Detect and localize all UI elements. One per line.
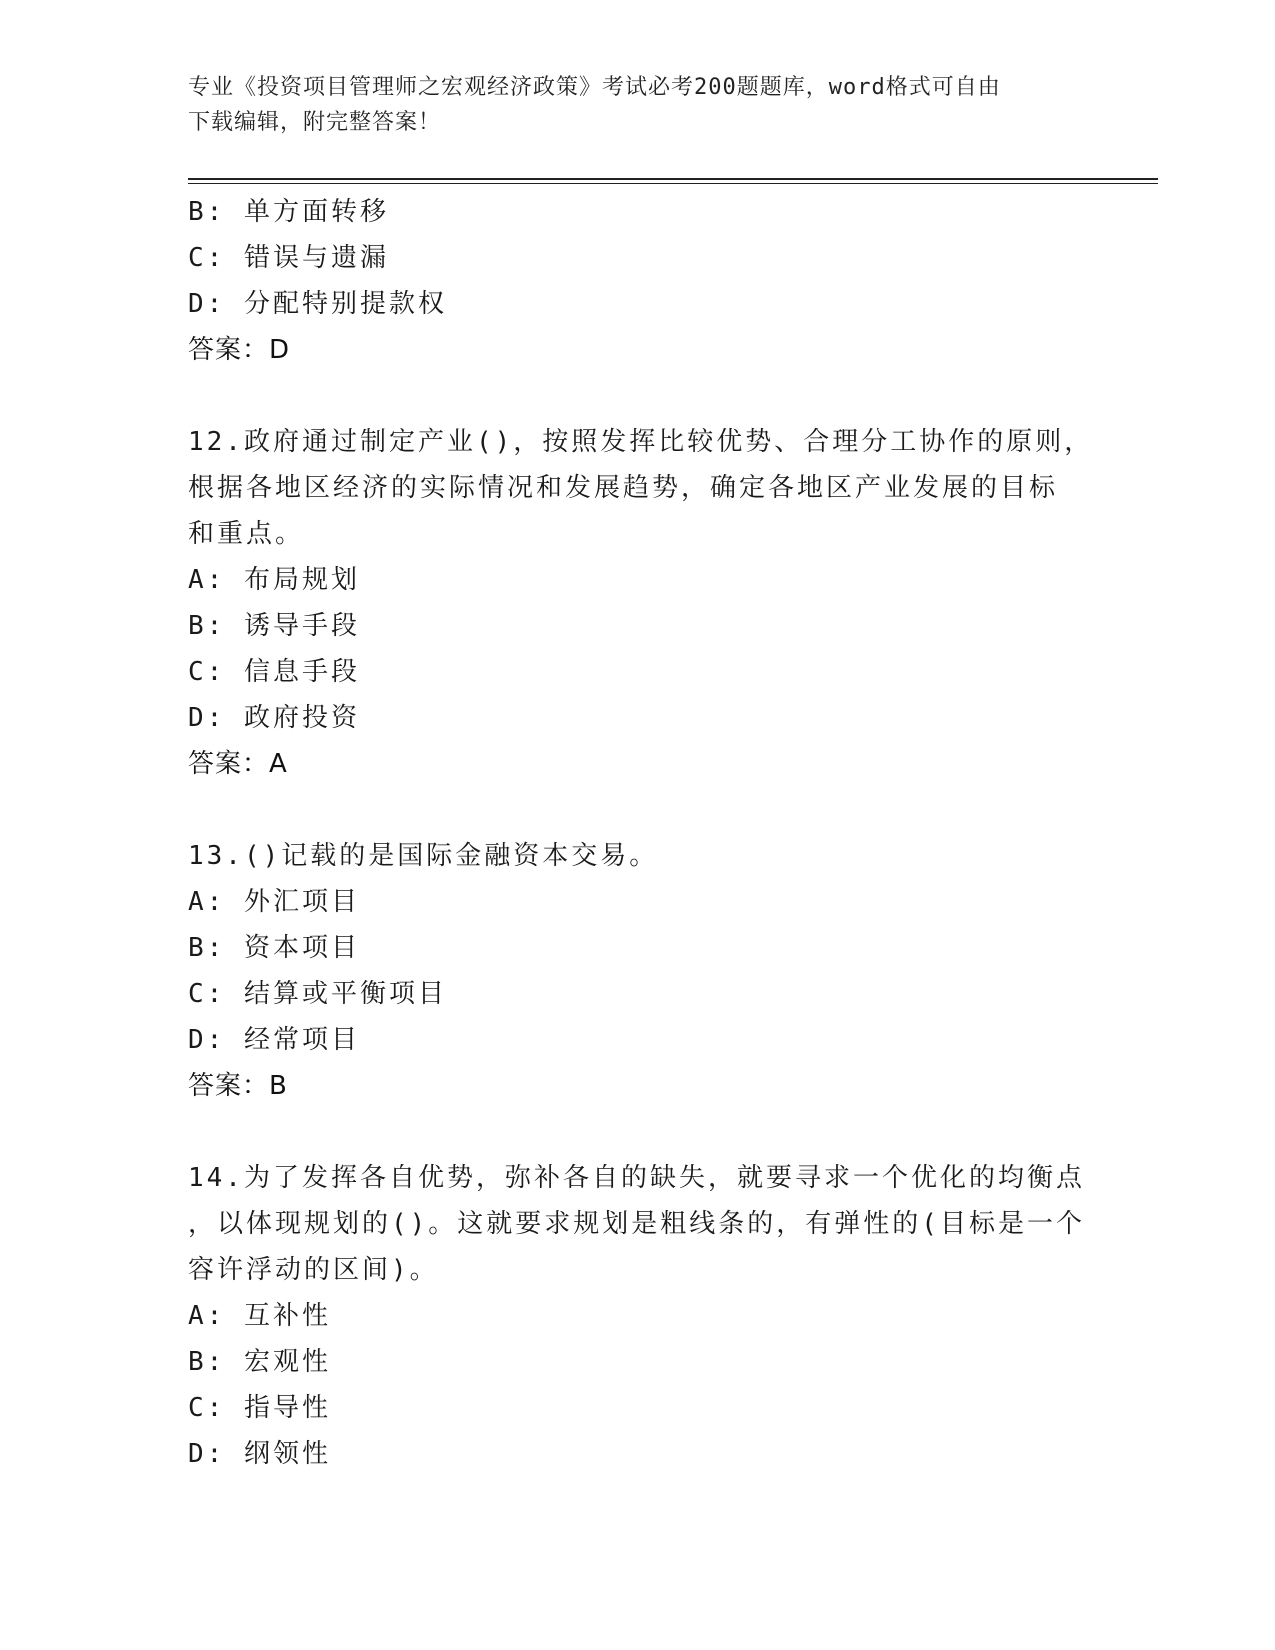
option-c: C: 错误与遗漏 — [188, 243, 389, 273]
answer: 答案：A — [188, 749, 288, 779]
option-b: B: 单方面转移 — [188, 197, 389, 227]
question-14 — [188, 1155, 1088, 1477]
question-text-line: ，以体现规划的()。这就要求规划是粗线条的，有弹性的(目标是一个 — [188, 1209, 1085, 1239]
option-a: A: 布局规划 — [188, 565, 360, 595]
option-d: D: 经常项目 — [188, 1025, 360, 1055]
question-text-line: 13.()记载的是国际金融资本交易。 — [188, 841, 659, 871]
question-text-line: 容许浮动的区间)。 — [188, 1255, 439, 1285]
header-line-1: 专业《投资项目管理师之宏观经济政策》考试必考200题题库，word格式可自由 — [188, 75, 1001, 100]
option-d: D: 政府投资 — [188, 703, 360, 733]
option-b: B: 资本项目 — [188, 933, 360, 963]
header-rule-thin — [188, 183, 1158, 184]
question-13 — [188, 833, 1088, 1109]
option-a: A: 外汇项目 — [188, 887, 360, 917]
option-b: B: 诱导手段 — [188, 611, 360, 641]
question-content — [188, 189, 1094, 1477]
document-header — [188, 70, 1068, 140]
option-c: C: 结算或平衡项目 — [188, 979, 447, 1009]
question-text-line: 14.为了发挥各自优势，弥补各自的缺失，就要寻求一个优化的均衡点 — [188, 1163, 1085, 1193]
option-d: D: 分配特别提款权 — [188, 289, 447, 319]
answer: 答案：B — [188, 1071, 288, 1101]
option-b: B: 宏观性 — [188, 1347, 331, 1377]
question-text-line: 12.政府通过制定产业()，按照发挥比较优势、合理分工协作的原则， — [188, 427, 1094, 457]
option-a: A: 互补性 — [188, 1301, 331, 1331]
question-text-line: 和重点。 — [188, 519, 305, 549]
option-c: C: 信息手段 — [188, 657, 360, 687]
option-c: C: 指导性 — [188, 1393, 331, 1423]
answer: 答案：D — [188, 335, 291, 365]
header-line-2: 下载编辑，附完整答案！ — [188, 110, 442, 135]
option-d: D: 纲领性 — [188, 1439, 331, 1469]
header-rule-thick — [188, 178, 1158, 180]
question-12 — [188, 419, 1094, 787]
question-text-line: 根据各地区经济的实际情况和发展趋势，确定各地区产业发展的目标 — [188, 473, 1059, 503]
question-prev — [188, 189, 1088, 373]
